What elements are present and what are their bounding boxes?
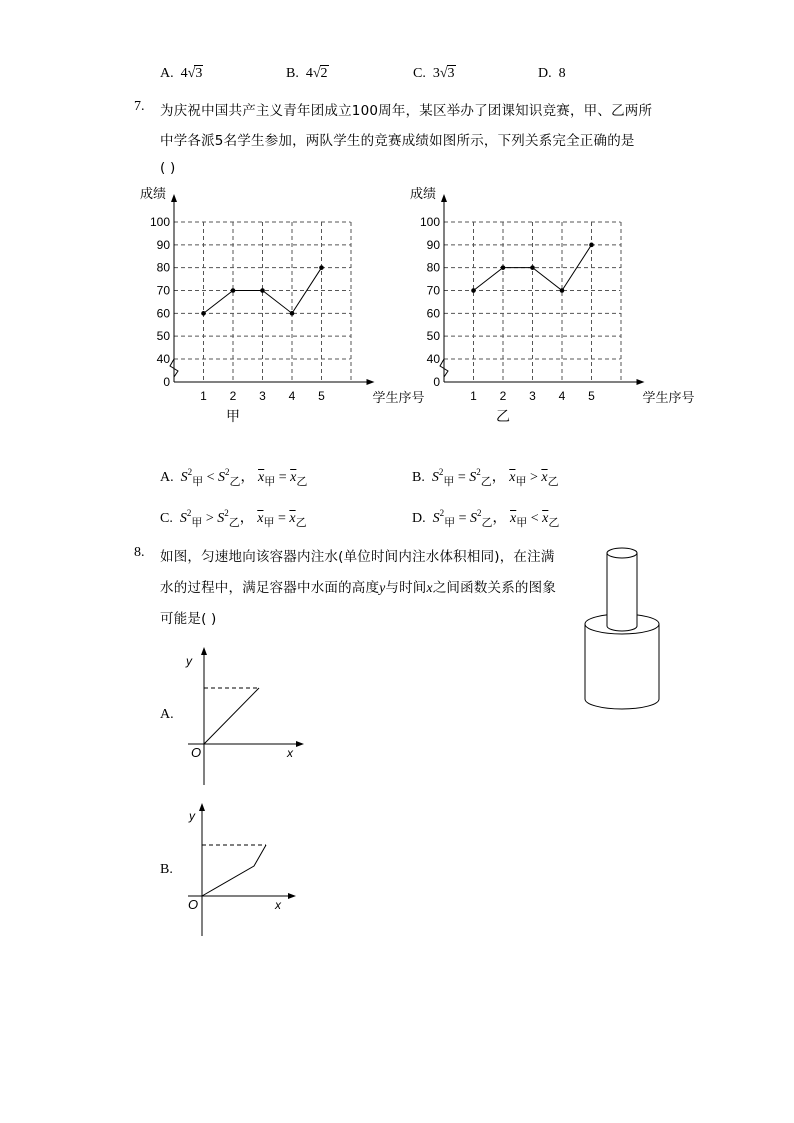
y-tick-label: 60 — [426, 306, 440, 321]
y-tick-label: 80 — [156, 260, 170, 275]
y-tick-label: 70 — [426, 283, 440, 298]
q7-option-d: D. $S^2_甲 = S^2_乙$， $\overline{x}_甲 < \overline{x}_乙$ — [412, 508, 560, 529]
origin-label: O — [191, 745, 202, 760]
x-tick-label: 2 — [499, 389, 507, 403]
y-tick-label: 0 — [163, 375, 170, 389]
data-point — [290, 311, 295, 316]
q8-option-a-label: A. — [160, 707, 174, 722]
x-tick-label: 3 — [259, 389, 266, 403]
q7-option-a: A. $S^2_甲 < S^2_乙$， $\overline{x}_甲 = \overline{x}_乙$ — [160, 467, 308, 488]
q8-option-b-label: B. — [160, 862, 173, 877]
q6-option-d: D. 8 — [538, 66, 566, 81]
data-point — [530, 265, 535, 270]
y-tick-label: 0 — [433, 375, 440, 389]
y-tick-label: 50 — [426, 329, 440, 344]
axis-x-label: x — [275, 898, 281, 912]
q7-stem-line2: 中学各派5名学生参加，两队学生的竞赛成绩如图所示，下列关系完全正确的是 — [160, 133, 635, 149]
chart-caption: 乙 — [496, 408, 510, 424]
q8-stem-line2: 水的过程中，满足容器中水面的高度y与时间x之间函数关系的图象 — [160, 580, 557, 596]
x-axis-title: 学生序号 — [372, 390, 425, 405]
q7-option-b: B. $S^2_甲 = S^2_乙$， $\overline{x}_甲 > \overline{x}_乙$ — [412, 467, 559, 488]
x-tick-label: 4 — [288, 389, 296, 403]
axis-y-label: y — [189, 809, 195, 823]
x-tick-label: 1 — [470, 389, 477, 403]
x-axis-arrow — [637, 379, 645, 385]
y-tick-label: 90 — [426, 237, 440, 252]
origin-label: O — [188, 897, 199, 912]
q8-option-a-graph — [180, 645, 310, 790]
x-tick-label: 4 — [558, 389, 566, 403]
x-tick-label: 5 — [318, 389, 325, 403]
q6-option-c: C. 3√3 — [413, 66, 455, 81]
data-point — [260, 288, 265, 293]
y-tick-label: 100 — [419, 215, 440, 229]
data-point — [589, 243, 594, 248]
chart-caption: 甲 — [226, 408, 240, 424]
x-tick-label: 2 — [229, 389, 237, 403]
q8-number: 8. — [134, 545, 145, 560]
y-tick-label: 40 — [426, 352, 440, 366]
y-tick-label: 50 — [156, 329, 170, 344]
x-axis-title: 学生序号 — [642, 390, 695, 405]
chart-yi — [400, 182, 695, 427]
q7-answer-bracket: ( ) — [160, 160, 176, 176]
y-tick-label: 70 — [156, 283, 170, 298]
q7-stem-line1: 为庆祝中国共产主义青年团成立100周年，某区举办了团课知识竞赛，甲、乙两所 — [160, 103, 653, 119]
q7-number: 7. — [134, 99, 145, 114]
container-figure — [578, 542, 668, 717]
y-axis-arrow — [441, 194, 447, 202]
x-tick-label: 3 — [529, 389, 536, 403]
data-point — [201, 311, 206, 316]
chart-jia — [130, 182, 425, 427]
data-point — [319, 265, 324, 270]
y-tick-label: 80 — [426, 260, 440, 275]
axis-x-label: x — [287, 746, 293, 760]
x-tick-label: 1 — [200, 389, 207, 403]
y-tick-label: 100 — [149, 215, 170, 229]
y-axis-title: 成绩 — [140, 186, 167, 201]
q8-stem-line1: 如图，匀速地向该容器内注水(单位时间内注水体积相同)，在注满 — [160, 549, 555, 565]
y-tick-label: 40 — [156, 352, 170, 366]
y-axis-title: 成绩 — [410, 186, 437, 201]
data-point — [560, 288, 565, 293]
y-tick-label: 60 — [156, 306, 170, 321]
q8-option-b-graph — [180, 800, 310, 940]
data-point — [501, 265, 506, 270]
axis-y-label: y — [186, 654, 192, 668]
y-axis-arrow — [171, 194, 177, 202]
x-axis-arrow — [367, 379, 375, 385]
q6-option-a: A. 4√3 — [160, 66, 203, 81]
q6-option-b: B. 4√2 — [286, 66, 328, 81]
q7-option-c: C. $S^2_甲 > S^2_乙$， $\overline{x}_甲 = \overline{x}_乙$ — [160, 508, 307, 529]
y-tick-label: 90 — [156, 237, 170, 252]
q8-stem-line3: 可能是( ) — [160, 611, 217, 627]
data-point — [471, 288, 476, 293]
x-tick-label: 5 — [588, 389, 595, 403]
data-point — [231, 288, 236, 293]
